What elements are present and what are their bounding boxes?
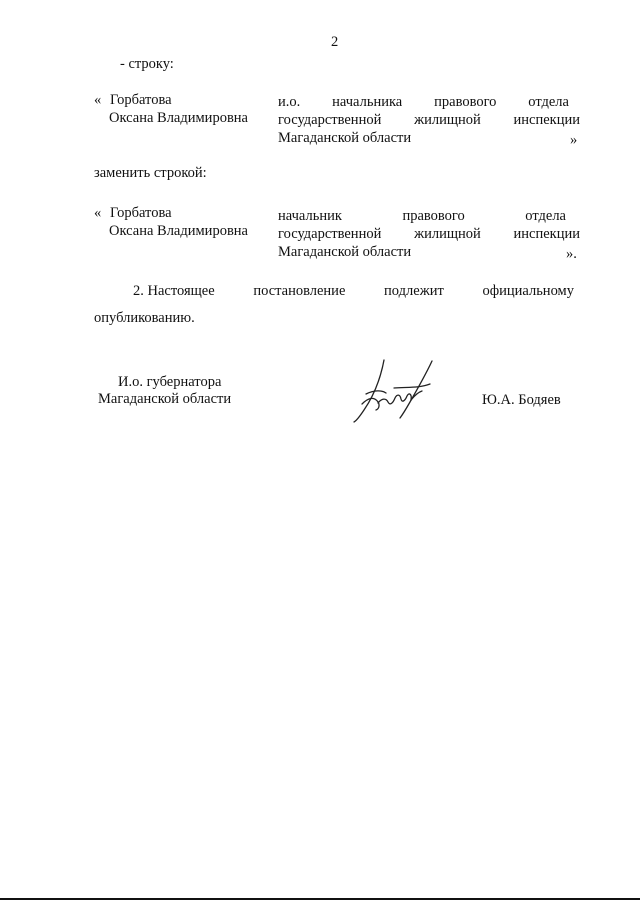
new-entry-close-quote: ». — [566, 246, 577, 262]
old-position-word: жилищной — [414, 112, 481, 128]
new-entry-open-quote: « — [94, 205, 102, 221]
new-position-word: отдела — [525, 208, 566, 224]
clause2-line1 — [133, 282, 574, 300]
new-position-word: правового — [402, 208, 465, 224]
old-entry-surname: Горбатова — [110, 92, 172, 108]
signatory-title-line2: Магаданской области — [98, 391, 232, 407]
new-entry-position-line2 — [278, 225, 580, 243]
old-position-word: правового — [434, 94, 497, 110]
page-bottom-edge — [0, 898, 640, 900]
page-number: 2 — [331, 34, 339, 50]
intro-text: - строку: — [120, 56, 174, 72]
new-position-word: жилищной — [414, 226, 481, 242]
new-entry-surname: Горбатова — [110, 205, 172, 221]
clause2-word: постановление — [253, 283, 346, 299]
new-position-word: начальник — [278, 208, 342, 224]
old-entry-position-line2 — [278, 111, 580, 129]
old-entry-position-line1 — [278, 93, 569, 111]
old-entry-position-line3: Магаданской области — [278, 130, 412, 146]
signatory-name: Ю.А. Бодяев — [482, 392, 561, 408]
clause2-word: подлежит — [384, 283, 444, 299]
handwritten-signature — [348, 358, 438, 424]
old-position-word: отдела — [528, 94, 569, 110]
old-position-word: государственной — [278, 112, 382, 128]
new-entry-position-line1 — [278, 207, 566, 225]
old-position-word: и.о. — [278, 94, 301, 110]
new-entry-given-names: Оксана Владимировна — [109, 223, 248, 239]
clause2-word: официальному — [482, 283, 574, 299]
new-position-word: государственной — [278, 226, 382, 242]
clause2-word: 2. Настоящее — [133, 283, 215, 299]
new-entry-position-line3: Магаданской области — [278, 244, 412, 260]
old-entry-open-quote: « — [94, 92, 102, 108]
old-entry-close-quote: » — [570, 132, 578, 148]
old-position-word: начальника — [332, 94, 403, 110]
replace-text: заменить строкой: — [94, 165, 207, 181]
new-position-word: инспекции — [513, 226, 580, 242]
old-position-word: инспекции — [513, 112, 580, 128]
old-entry-given-names: Оксана Владимировна — [109, 110, 248, 126]
signatory-title-line1: И.о. губернатора — [118, 374, 222, 390]
clause2-line2: опубликованию. — [94, 310, 195, 326]
